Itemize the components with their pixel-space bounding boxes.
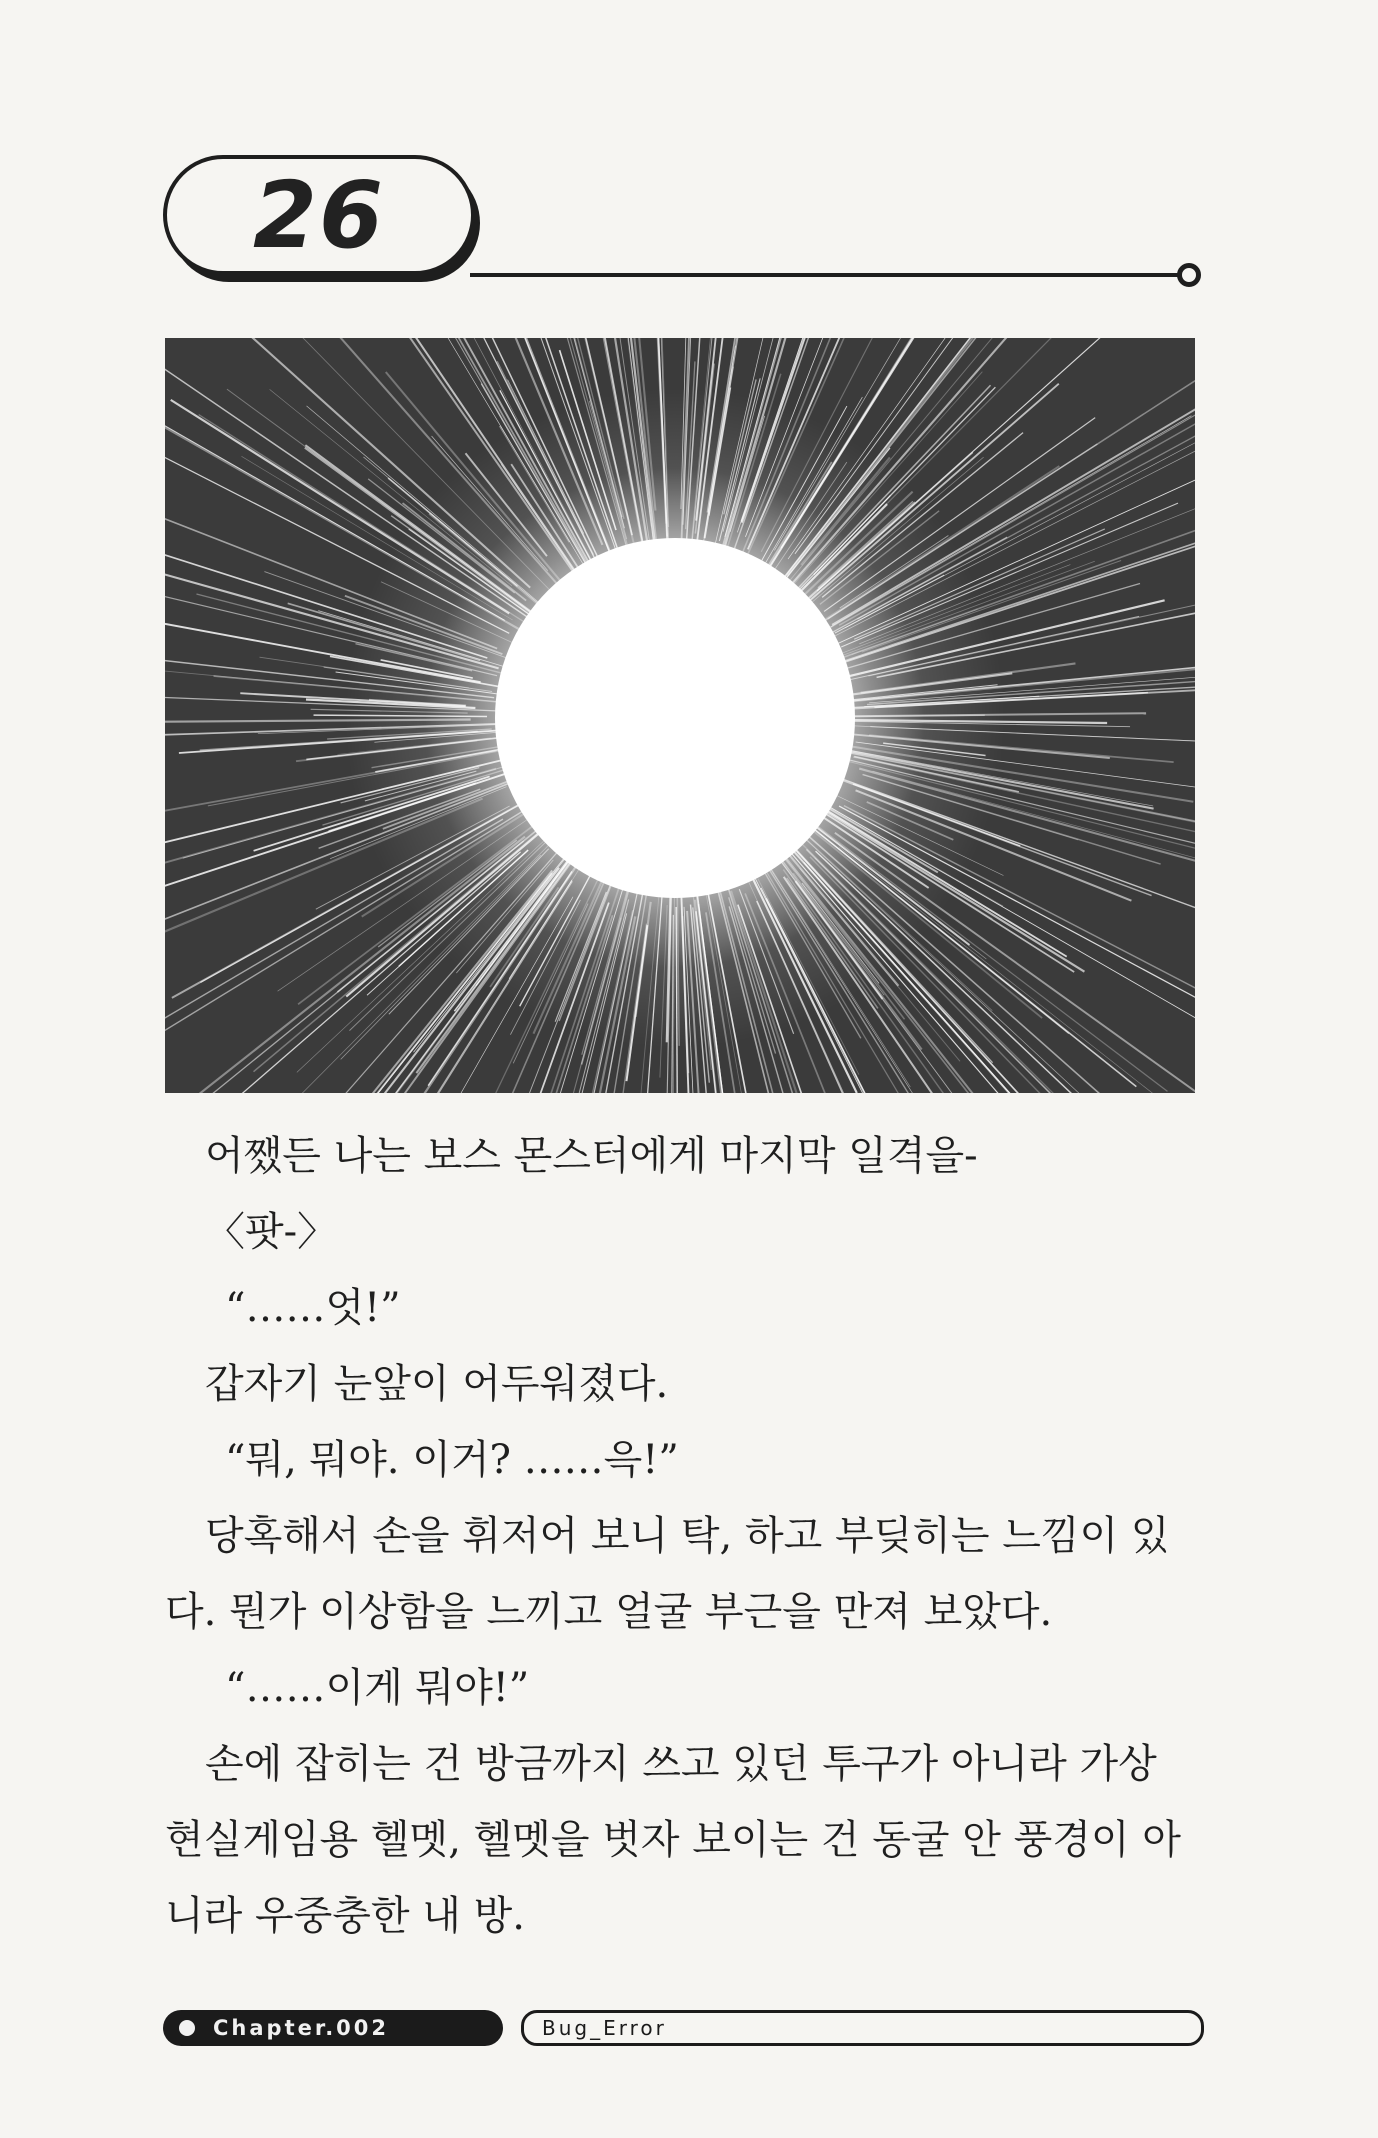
footer-title-box <box>521 2010 1204 2046</box>
paragraph: 당혹해서 손을 휘저어 보니 탁, 하고 부딪히는 느낌이 있 <box>205 1513 1170 1559</box>
dialogue-line: “……이게 뭐야!” <box>225 1665 530 1711</box>
paragraph: 니라 우중충한 내 방. <box>165 1893 525 1939</box>
header-rule-end-dot <box>1177 263 1201 287</box>
footer-chapter-title: Bug_Error <box>542 2016 667 2040</box>
paragraph: 현실게임용 헬멧, 헬멧을 벗자 보이는 건 동굴 안 풍경이 아 <box>165 1817 1181 1863</box>
light-burst-graphic <box>165 338 1195 1093</box>
chapter-number: 26 <box>252 161 386 269</box>
dialogue-line: “……엇!” <box>225 1285 401 1331</box>
body-text <box>165 1118 1195 1954</box>
footer-chapter-label: Chapter.002 <box>213 2016 390 2040</box>
light-burst-illustration <box>165 338 1195 1093</box>
chapter-number-badge <box>163 155 475 275</box>
paragraph: 다. 뭔가 이상함을 느끼고 얼굴 부근을 만져 보았다. <box>165 1589 1053 1635</box>
footer-chapter-tab <box>163 2010 503 2046</box>
paragraph: 갑자기 눈앞이 어두워졌다. <box>205 1361 669 1407</box>
paragraph: 〈팟-〉 <box>205 1209 338 1255</box>
paragraph: 어쨌든 나는 보스 몬스터에게 마지막 일격을- <box>205 1133 978 1179</box>
paragraph: 손에 잡히는 건 방금까지 쓰고 있던 투구가 아니라 가상 <box>205 1741 1157 1787</box>
header-rule <box>470 273 1182 277</box>
dialogue-line: “뭐, 뭐야. 이거? ……윽!” <box>225 1437 679 1483</box>
footer-bullet-icon <box>179 2020 195 2036</box>
